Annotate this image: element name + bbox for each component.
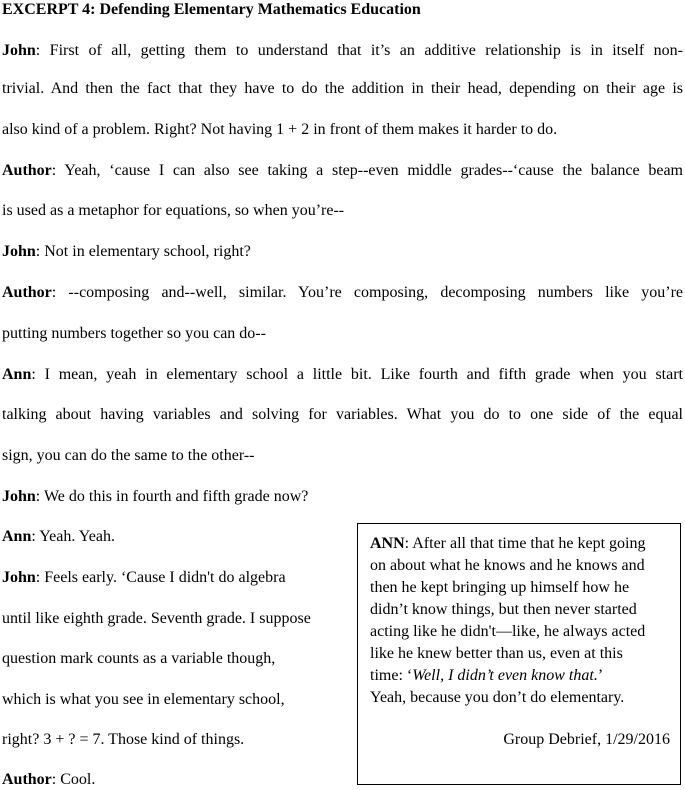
utterance-text: also kind of a problem. Right? Not having 1 + 2 in front of them makes it harder to do. xyxy=(2,121,558,138)
transcript-line xyxy=(2,201,344,221)
quote-speaker: ANN xyxy=(370,535,405,552)
transcript-line xyxy=(2,324,266,344)
transcript-line xyxy=(2,446,255,466)
speaker-name: Author xyxy=(2,284,52,301)
transcript-line xyxy=(2,690,285,710)
quote-line: didn’t know things, but then never started xyxy=(370,601,637,618)
transcript-line: Author: --composing and--well, similar. You’re composing, decomposing numbers like you’re xyxy=(2,284,683,301)
utterance-text: Yeah, ‘cause I can also see taking a step--even middle grades--‘cause the balance beam xyxy=(64,162,683,179)
utterance-text: --composing and--well, similar. You’re composing, decomposing numbers like you’re xyxy=(68,284,683,301)
utterance-text: question mark counts as a variable though, xyxy=(2,650,276,667)
utterance-text: trivial. And then the fact that they have to do the addition in their head, depending on their age is xyxy=(2,80,683,97)
quote-credit: Group Debrief, 1/29/2016 xyxy=(503,731,670,748)
utterance-text: until like eighth grade. Seventh grade. I suppose xyxy=(2,610,311,627)
transcript-line: Author: Cool. xyxy=(2,771,96,788)
speaker-name: Ann xyxy=(2,366,32,383)
debrief-quote-box xyxy=(357,523,681,785)
speaker-name: John xyxy=(2,42,36,59)
utterance-text: is used as a metaphor for equations, so when you’re-- xyxy=(2,202,345,219)
transcript-line: Author: Yeah, ‘cause I can also see taking a step--even middle grades--‘cause the balance beam xyxy=(2,162,683,179)
utterance-text: We do this in fourth and fifth grade now? xyxy=(43,488,309,505)
quote-line: acting like he didn't—like, he always acted xyxy=(370,623,646,640)
utterance-text: First of all, getting them to understand that it’s an additive relationship is in itself non- xyxy=(49,42,683,59)
quote-italic-text: Well, I didn’t even know that. xyxy=(412,667,598,684)
quote-line: on about what he knows and he knows and xyxy=(370,557,645,574)
transcript-line: Ann: Yeah. Yeah. xyxy=(2,528,115,545)
transcript-line: John: We do this in fourth and fifth grade now? xyxy=(2,488,309,505)
speaker-name: John xyxy=(2,569,36,586)
quote-line: Yeah, because you don’t do elementary. xyxy=(370,689,625,706)
transcript-line: John: First of all, getting them to understand that it’s an additive relationship is in itself non- xyxy=(2,42,683,59)
transcript-line xyxy=(2,120,557,140)
utterance-text: talking about having variables and solving for variables. What you do to one side of the equal xyxy=(2,406,683,423)
utterance-text: Feels early. ‘Cause I didn't do algebra xyxy=(44,569,286,586)
utterance-text: Not in elementary school, right? xyxy=(44,243,251,260)
speaker-name: Author xyxy=(2,162,52,179)
transcript-line xyxy=(2,649,275,669)
utterance-text: Cool. xyxy=(60,771,96,788)
speaker-name: Author xyxy=(2,771,52,788)
utterance-text: which is what you see in elementary school, xyxy=(2,691,285,708)
utterance-text: sign, you can do the same to the other-- xyxy=(2,447,255,464)
quote-line: like he knew better than us, even at this xyxy=(370,645,623,662)
speaker-name: John xyxy=(2,488,36,505)
excerpt-heading: EXCERPT 4: Defending Elementary Mathematics Education xyxy=(2,1,421,18)
utterance-text: putting numbers together so you can do-- xyxy=(2,325,266,342)
quote-line xyxy=(370,666,603,686)
utterance-text: I mean, yeah in elementary school a little bit. Like fourth and fifth grade when you start xyxy=(44,366,683,383)
quote-line: then he kept bringing up himself how he xyxy=(370,579,630,596)
quote-text: ’ xyxy=(597,667,604,684)
transcript-line: Ann: I mean, yeah in elementary school a little bit. Like fourth and fifth grade when you start xyxy=(2,366,683,383)
transcript-line xyxy=(2,609,311,629)
transcript-line: John: Feels early. ‘Cause I didn't do algebra xyxy=(2,569,286,586)
utterance-text: right? 3 + ? = 7. Those kind of things. xyxy=(2,731,245,748)
transcript-line xyxy=(2,730,244,750)
speaker-name: John xyxy=(2,243,36,260)
quote-line: ANN: After all that time that he kept going xyxy=(370,535,646,552)
transcript-line: John: Not in elementary school, right? xyxy=(2,243,251,260)
transcript-line xyxy=(2,405,683,425)
utterance-text: Yeah. Yeah. xyxy=(39,528,115,545)
quote-text: time: ‘ xyxy=(370,667,413,684)
quote-text: After all that time that he kept going xyxy=(412,535,646,552)
transcript-line xyxy=(2,79,683,99)
speaker-name: Ann xyxy=(2,528,32,545)
